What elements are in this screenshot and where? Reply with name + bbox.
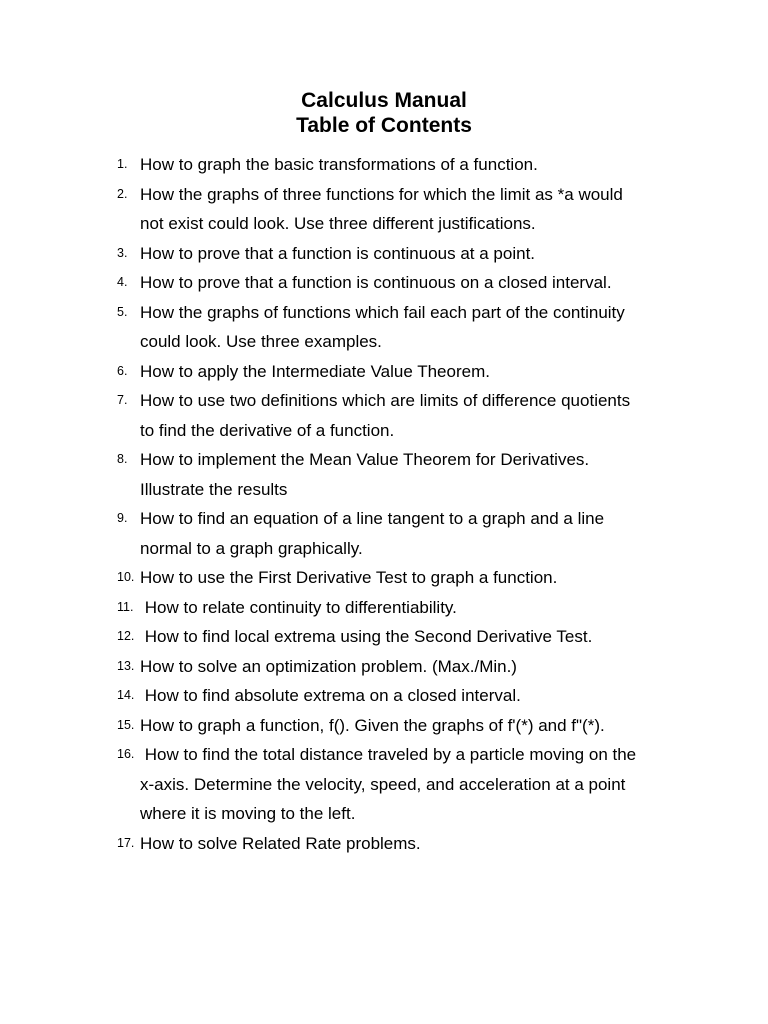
toc-item-text: How to find absolute extrema on a closed interval. <box>140 686 521 705</box>
toc-item-number: 17. <box>117 835 135 850</box>
toc-item-number: 3. <box>117 245 128 260</box>
table-of-contents-list <box>0 150 768 858</box>
toc-item-text: How to solve an optimization problem. (Max./Min.) <box>140 656 517 676</box>
toc-item-text: How to prove that a function is continuous on a closed interval. <box>140 273 612 292</box>
toc-item-number: 12. <box>117 629 135 643</box>
toc-item-text: How to use the First Derivative Test to graph a function. <box>140 568 558 587</box>
toc-item-number: 11. <box>117 599 134 614</box>
toc-item-number: 1. <box>117 157 128 171</box>
toc-item-number: 13. <box>117 658 135 673</box>
toc-item <box>0 740 768 829</box>
toc-item <box>0 386 768 445</box>
toc-item <box>0 711 768 741</box>
toc-item-text: How to implement the Mean Value Theorem for Derivatives. <box>140 450 590 469</box>
toc-item-number: 2. <box>117 186 128 201</box>
toc-item-number: 14. <box>117 688 135 702</box>
toc-item-number: 15. <box>117 717 135 732</box>
toc-item <box>0 681 768 711</box>
toc-item <box>0 180 768 239</box>
toc-item-text: How to graph a function, f(). Given the graphs of f'(*) and f"(*). <box>140 715 605 735</box>
toc-item <box>0 504 768 563</box>
title-line-1: Calculus Manual <box>301 89 467 112</box>
toc-item <box>0 622 768 652</box>
toc-item <box>0 593 768 623</box>
toc-item-text: Illustrate the results <box>140 479 288 499</box>
toc-item <box>0 239 768 269</box>
toc-item <box>0 563 768 593</box>
toc-item-number: 4. <box>117 275 128 289</box>
toc-item-number: 6. <box>117 363 128 378</box>
toc-item-text: How to solve Related Rate problems. <box>140 833 421 853</box>
toc-item <box>0 357 768 387</box>
toc-item-number: 5. <box>117 304 128 319</box>
toc-item-text: How to find local extrema using the Second Derivative Test. <box>140 627 593 646</box>
toc-item-number: 9. <box>117 511 128 525</box>
toc-item-text: where it is moving to the left. <box>140 804 356 823</box>
toc-item-text: How the graphs of functions which fail each part of the continuity <box>140 302 625 322</box>
toc-item-text: How to use two definitions which are limits of difference quotients <box>140 391 631 410</box>
toc-item-number: 16. <box>117 747 135 761</box>
toc-item-number: 10. <box>117 570 135 584</box>
toc-item <box>0 652 768 682</box>
toc-item-text: How the graphs of three functions for which the limit as *a would <box>140 184 623 204</box>
toc-item <box>0 829 768 859</box>
toc-item-text: How to find the total distance traveled by a particle moving on the <box>140 745 637 764</box>
toc-item-text: not exist could look. Use three different justifications. <box>140 214 536 233</box>
toc-item <box>0 445 768 504</box>
toc-item-text: to find the derivative of a function. <box>140 420 395 440</box>
toc-item <box>0 150 768 180</box>
toc-item-text: How to relate continuity to differentiability. <box>140 597 457 617</box>
toc-item-text: normal to a graph graphically. <box>140 538 363 558</box>
toc-item-text: x-axis. Determine the velocity, speed, and acceleration at a point <box>140 774 626 794</box>
toc-item-text: could look. Use three examples. <box>140 332 382 351</box>
toc-item-text: How to graph the basic transformations of a function. <box>140 155 538 174</box>
toc-item-text: How to prove that a function is continuous at a point. <box>140 243 536 263</box>
toc-item-number: 7. <box>117 393 128 407</box>
toc-item-text: How to find an equation of a line tangent to a graph and a line <box>140 509 605 528</box>
title-line-2: Table of Contents <box>296 114 472 137</box>
toc-item <box>0 268 768 298</box>
toc-item-text: How to apply the Intermediate Value Theorem. <box>140 361 490 381</box>
toc-item-number: 8. <box>117 452 128 466</box>
document-title <box>0 88 768 138</box>
toc-item <box>0 298 768 357</box>
